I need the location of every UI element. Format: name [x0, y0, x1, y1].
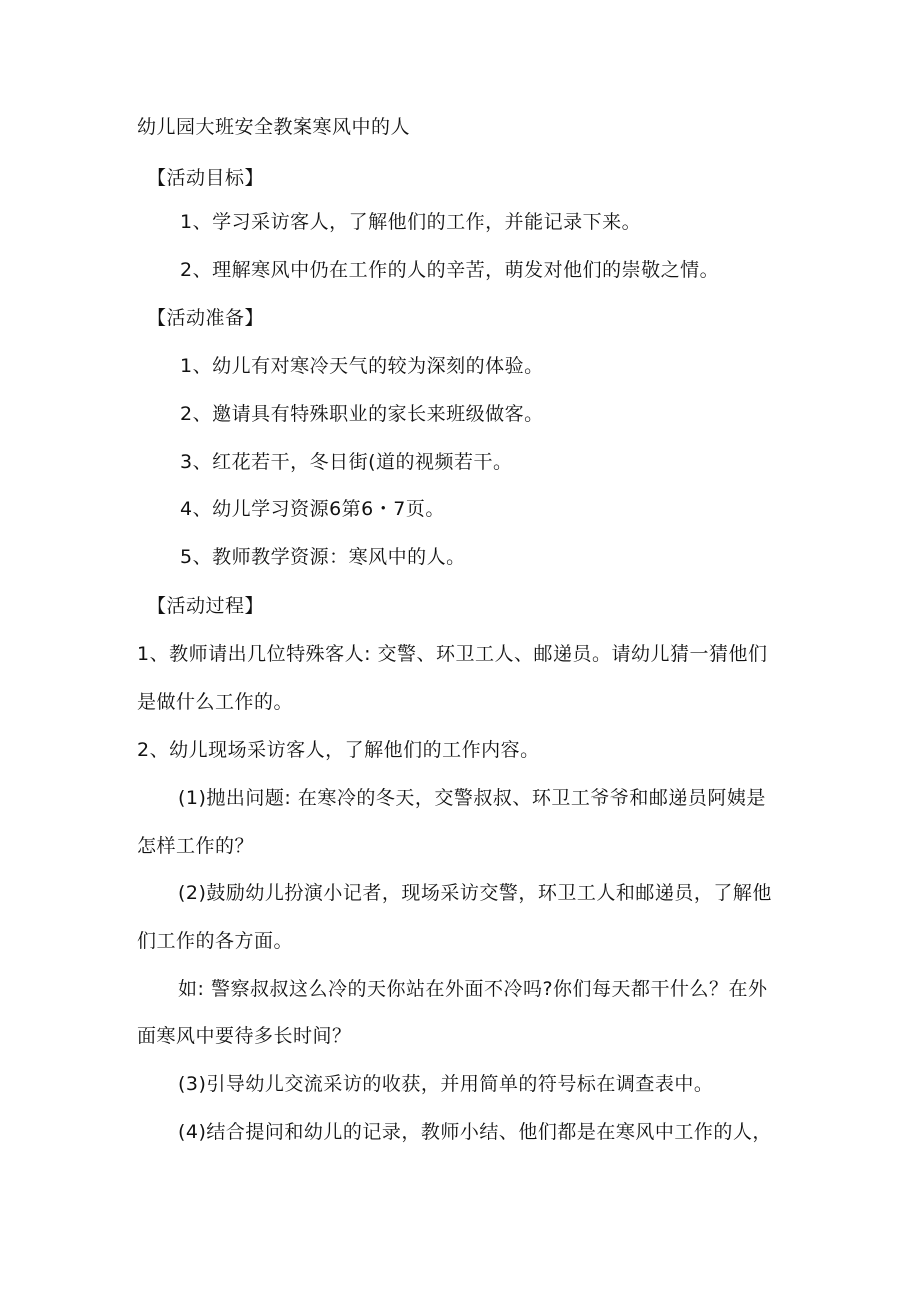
process-heading: 【活动过程】 [147, 595, 265, 617]
process-line: 2、幼儿现场采访客人，了解他们的工作内容。 [137, 739, 540, 761]
process-line: 1、教师请出几位特殊客人: 交警、环卫工人、邮递员。请幼儿猜一猜他们 [137, 643, 768, 665]
document-title: 幼儿园大班安全教案寒风中的人 [137, 116, 411, 138]
goal-item: 2、理解寒风中仍在工作的人的辛苦，萌发对他们的崇敬之情。 [180, 259, 720, 281]
prep-item: 4、幼儿学习资源6第6・7页。 [180, 498, 445, 520]
prep-item: 1、幼儿有对寒冷天气的较为深刻的体验。 [180, 355, 544, 377]
process-line: (2)鼓励幼儿扮演小记者，现场采访交警，环卫工人和邮递员，了解他 [178, 882, 772, 904]
process-line: 怎样工作的？ [137, 835, 255, 857]
process-line: 是做什么工作的。 [137, 691, 294, 713]
process-line: (1)抛出问题: 在寒冷的冬天，交警叔叔、环卫工爷爷和邮递员阿姨是 [178, 787, 766, 809]
process-line: 面寒风中要待多长时间？ [137, 1025, 352, 1047]
prep-item: 3、红花若干，冬日街(道的视频若干。 [180, 451, 513, 473]
goal-item: 1、学习采访客人，了解他们的工作，并能记录下来。 [180, 211, 642, 233]
prep-item: 5、教师教学资源：寒风中的人。 [180, 546, 466, 568]
process-line: (4)结合提问和幼儿的记录，教师小结、他们都是在寒风中工作的人， [178, 1121, 772, 1143]
process-line: (3)引导幼儿交流采访的收获，并用简单的符号标在调查表中。 [178, 1073, 714, 1095]
prep-heading: 【活动准备】 [147, 307, 265, 329]
process-line: 如: 警察叔叔这么冷的天你站在外面不冷吗?你们每天都干什么？在外 [178, 978, 768, 1000]
goals-heading: 【活动目标】 [147, 167, 265, 189]
process-line: 们工作的各方面。 [137, 930, 294, 952]
prep-item: 2、邀请具有特殊职业的家长来班级做客。 [180, 403, 544, 425]
